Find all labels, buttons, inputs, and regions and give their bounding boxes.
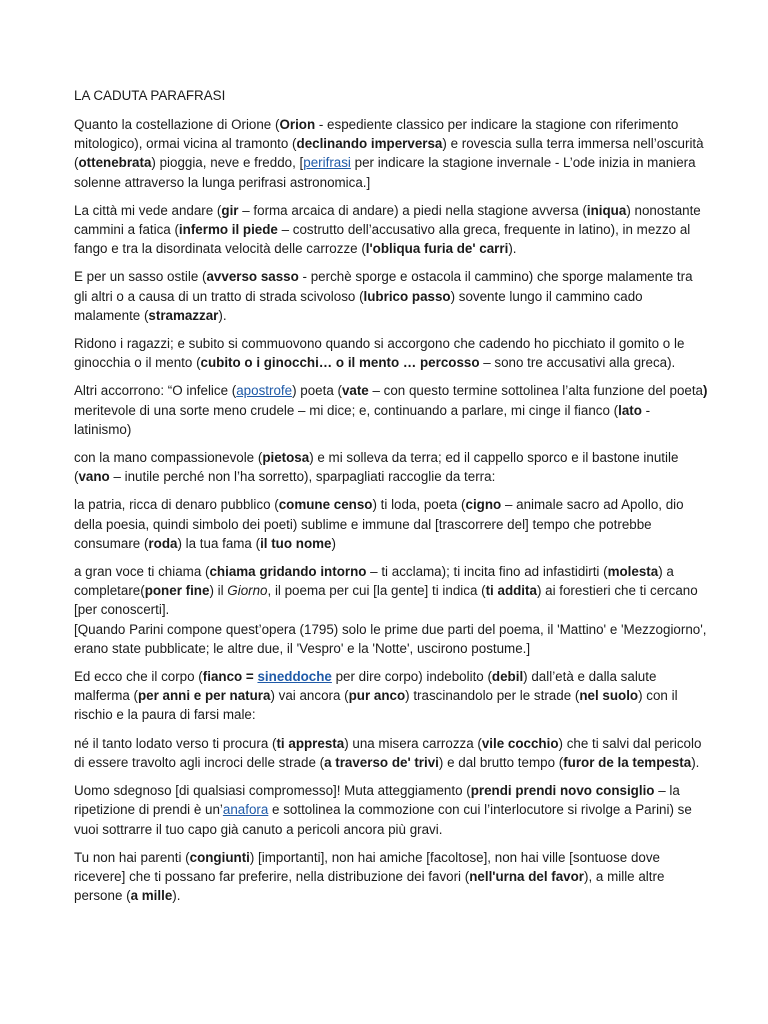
bold-term: cigno bbox=[465, 497, 502, 513]
text-run: Uomo sdegnoso [di qualsiasi compromesso]! Muta atteggiamento ( bbox=[74, 783, 471, 799]
text-run: né il tanto lodato verso ti procura ( bbox=[74, 735, 277, 751]
text-run: ) e dal brutto tempo ( bbox=[438, 754, 564, 770]
text-run: ). bbox=[218, 307, 227, 323]
text-run: ) sovente lungo il cammino cado malamente ( bbox=[74, 288, 643, 323]
text-run: La città mi vede andare ( bbox=[74, 202, 222, 218]
bold-term: declinando imperversa bbox=[296, 136, 443, 152]
text-run: Quanto la costellazione di Orione ( bbox=[74, 117, 280, 132]
text-run: la patria, ricca di denaro pubblico ( bbox=[74, 497, 279, 513]
text-run: Ridono i ragazzi; e subito si commuovono quando si accorgono che cadendo ho picchiato il gomito o le ginocchia o il mento ( bbox=[74, 336, 685, 371]
bold-term: molesta bbox=[607, 564, 659, 580]
bold-term: chiama gridando intorno bbox=[209, 564, 367, 580]
bold-term: ottenebrata bbox=[78, 155, 152, 171]
bold-term: comune censo bbox=[278, 497, 373, 513]
bold-term: pietosa bbox=[262, 450, 310, 466]
bold-term: vano bbox=[78, 469, 110, 485]
bold-term: debil bbox=[491, 669, 524, 685]
paragraph bbox=[74, 267, 708, 325]
paragraph bbox=[74, 201, 708, 259]
text-run: per dire corpo) indebolito ( bbox=[331, 669, 492, 685]
text-run: [Quando Parini compone quest’opera (1795) solo le prime due parti del poema, il 'Mattino' e 'Mezzogiorno', erano state pubblicate; le altre due, il 'Vespro' e la 'Notte', uscirono postume.] bbox=[74, 621, 707, 656]
bold-term: congiunti bbox=[189, 849, 250, 865]
bold-term: gir bbox=[221, 202, 239, 218]
text-run: ). bbox=[508, 241, 517, 257]
text-run: ). bbox=[172, 888, 181, 904]
paragraph bbox=[74, 562, 708, 658]
glossary-link[interactable]: perifrasi bbox=[303, 155, 351, 171]
bold-term: iniqua bbox=[586, 202, 627, 218]
text-run: ), a mille altre persone ( bbox=[74, 868, 665, 904]
text-run: e sottolinea la commozione con cui l’interlocutore si rivolge a Parini) se vuoi sottrarre il tuo capo già canuto a pericoli ancora più gravi. bbox=[74, 802, 692, 837]
text-run: ) che ti salvi dal pericolo di essere travolto agli incroci delle strade ( bbox=[74, 735, 702, 770]
text-run: ) dall’età e dalla salute malferma ( bbox=[74, 669, 657, 704]
glossary-link[interactable]: apostrofe bbox=[236, 383, 293, 399]
bold-term: lato bbox=[618, 402, 642, 418]
bold-term: il tuo nome bbox=[260, 535, 332, 551]
paragraph bbox=[74, 381, 708, 439]
bold-term: avverso sasso bbox=[206, 269, 299, 285]
bold-term: per anni e per natura bbox=[138, 688, 271, 704]
paragraph bbox=[74, 734, 708, 772]
text-run: - espediente classico per indicare la stagione con riferimento mitologico), ormai vicina al tramonto ( bbox=[74, 117, 679, 152]
bold-term: infermo il piede bbox=[178, 222, 278, 238]
text-run: – forma arcaica di andare) a piedi nella stagione avversa ( bbox=[238, 202, 587, 218]
text-run: ) a completare( bbox=[74, 564, 674, 599]
paragraph bbox=[74, 448, 708, 486]
text-run: ) poeta ( bbox=[292, 383, 342, 399]
text-run: – la ripetizione di prendi è un’ bbox=[74, 783, 680, 818]
text-run: Ed ecco che il corpo ( bbox=[74, 669, 203, 685]
text-run: ) la tua fama ( bbox=[177, 535, 261, 551]
text-run: – ti acclama); ti incita fino ad infastidirti ( bbox=[366, 564, 608, 580]
bold-term: nell'urna del favor bbox=[469, 868, 585, 884]
text-run: con la mano compassionevole ( bbox=[74, 450, 263, 466]
text-run: meritevole di una sorte meno crudele – mi dice; e, continuando a parlare, mi cinge il fianco ( bbox=[74, 402, 619, 418]
text-run: ) [importanti], non hai amiche [facoltose], non hai ville [sontuose dove ricevere] che ti possano far preferire, nella distribuzione dei favori ( bbox=[74, 849, 661, 884]
text-run: Tu non hai parenti ( bbox=[74, 849, 190, 865]
bold-term: furor de la tempesta bbox=[563, 754, 692, 770]
text-run: E per un sasso ostile ( bbox=[74, 269, 207, 285]
text-run: per indicare la stagione invernale - L’ode inizia in maniera solenne attraverso la lunga perifrasi astronomica.] bbox=[74, 155, 696, 190]
bold-term: vile cocchio bbox=[481, 735, 559, 751]
text-run: ) e rovescia sulla terra immersa nell’oscurità ( bbox=[74, 136, 704, 171]
text-run: ) il bbox=[209, 583, 228, 599]
bold-term: fianco = bbox=[202, 669, 258, 685]
bold-term: l'obliqua furia de' carri bbox=[365, 241, 509, 257]
bold-term: vate bbox=[341, 383, 369, 399]
bold-term: roda bbox=[148, 535, 178, 551]
text-run: – con questo termine sottolinea l’alta funzione del poeta bbox=[368, 383, 704, 399]
document-title: LA CADUTA PARAFRASI bbox=[74, 88, 226, 103]
glossary-link[interactable]: anafora bbox=[222, 802, 269, 818]
bold-term: poner fine bbox=[144, 583, 210, 599]
bold-term: cubito o i ginocchi… o il mento … percosso bbox=[200, 355, 480, 371]
text-run: ) pioggia, neve e freddo, [ bbox=[151, 155, 304, 171]
text-run: Altri accorrono: “O infelice ( bbox=[74, 383, 237, 399]
text-run: ). bbox=[691, 754, 700, 770]
bold-term: nel suolo bbox=[579, 688, 639, 704]
text-run: , il poema per cui [la gente] ti indica ( bbox=[267, 583, 486, 599]
bold-term: ) bbox=[703, 383, 708, 399]
document-body bbox=[74, 115, 708, 905]
paragraph bbox=[74, 667, 708, 725]
bold-term: ti addita bbox=[485, 583, 537, 599]
paragraph bbox=[74, 495, 708, 553]
text-run: ) bbox=[331, 535, 336, 551]
text-run: - latinismo) bbox=[74, 402, 651, 437]
text-run: ) trascinandolo per le strade ( bbox=[405, 688, 580, 704]
bold-term: a mille bbox=[130, 888, 173, 904]
text-run: – animale sacro ad Apollo, dio della poesia, quindi simbolo dei poeti) sublime e immune dal [trascorrere del] tempo che potrebbe consumare ( bbox=[74, 497, 684, 551]
bold-term: a traverso de' trivi bbox=[324, 754, 439, 770]
bold-term: prendi prendi novo consiglio bbox=[470, 783, 655, 799]
bold-term: pur anco bbox=[348, 688, 406, 704]
bold-term: stramazzar bbox=[148, 307, 219, 323]
text-run: ) vai ancora ( bbox=[270, 688, 349, 704]
text-run: – costrutto dell’accusativo alla greca, frequente in latino), in mezzo al fango e tra la disordinata velocità delle carrozze ( bbox=[74, 222, 691, 257]
paragraph bbox=[74, 781, 708, 839]
text-run: - perchè sporge e ostacola il cammino) che sporge malamente tra gli altri o a causa di un tratto di strada scivoloso ( bbox=[74, 269, 693, 304]
text-run: a gran voce ti chiama ( bbox=[74, 564, 210, 580]
bold-term: ti appresta bbox=[276, 735, 345, 751]
paragraph bbox=[74, 115, 708, 192]
bold-term: lubrico passo bbox=[363, 288, 451, 304]
text-run: ) e mi solleva da terra; ed il cappello sporco e il bastone inutile ( bbox=[74, 450, 679, 485]
italic-title: Giorno bbox=[227, 583, 268, 599]
glossary-link[interactable]: sineddoche bbox=[257, 669, 332, 685]
text-run: – inutile perché non l’ha sorretto), sparpagliati raccoglie da terra: bbox=[109, 469, 496, 485]
text-run: ) nonostante cammini a fatica ( bbox=[74, 202, 701, 238]
paragraph bbox=[74, 334, 708, 372]
text-run: ) con il rischio e la paura di farsi male: bbox=[74, 688, 678, 723]
text-run: ) una misera carrozza ( bbox=[344, 735, 482, 751]
text-run: ) ai forestieri che ti cercano [per conoscerti]. bbox=[74, 583, 698, 618]
text-run: ) ti loda, poeta ( bbox=[372, 497, 466, 513]
bold-term: Orion bbox=[279, 117, 316, 132]
paragraph bbox=[74, 848, 708, 906]
text-run: – sono tre accusativi alla greca). bbox=[479, 355, 676, 371]
